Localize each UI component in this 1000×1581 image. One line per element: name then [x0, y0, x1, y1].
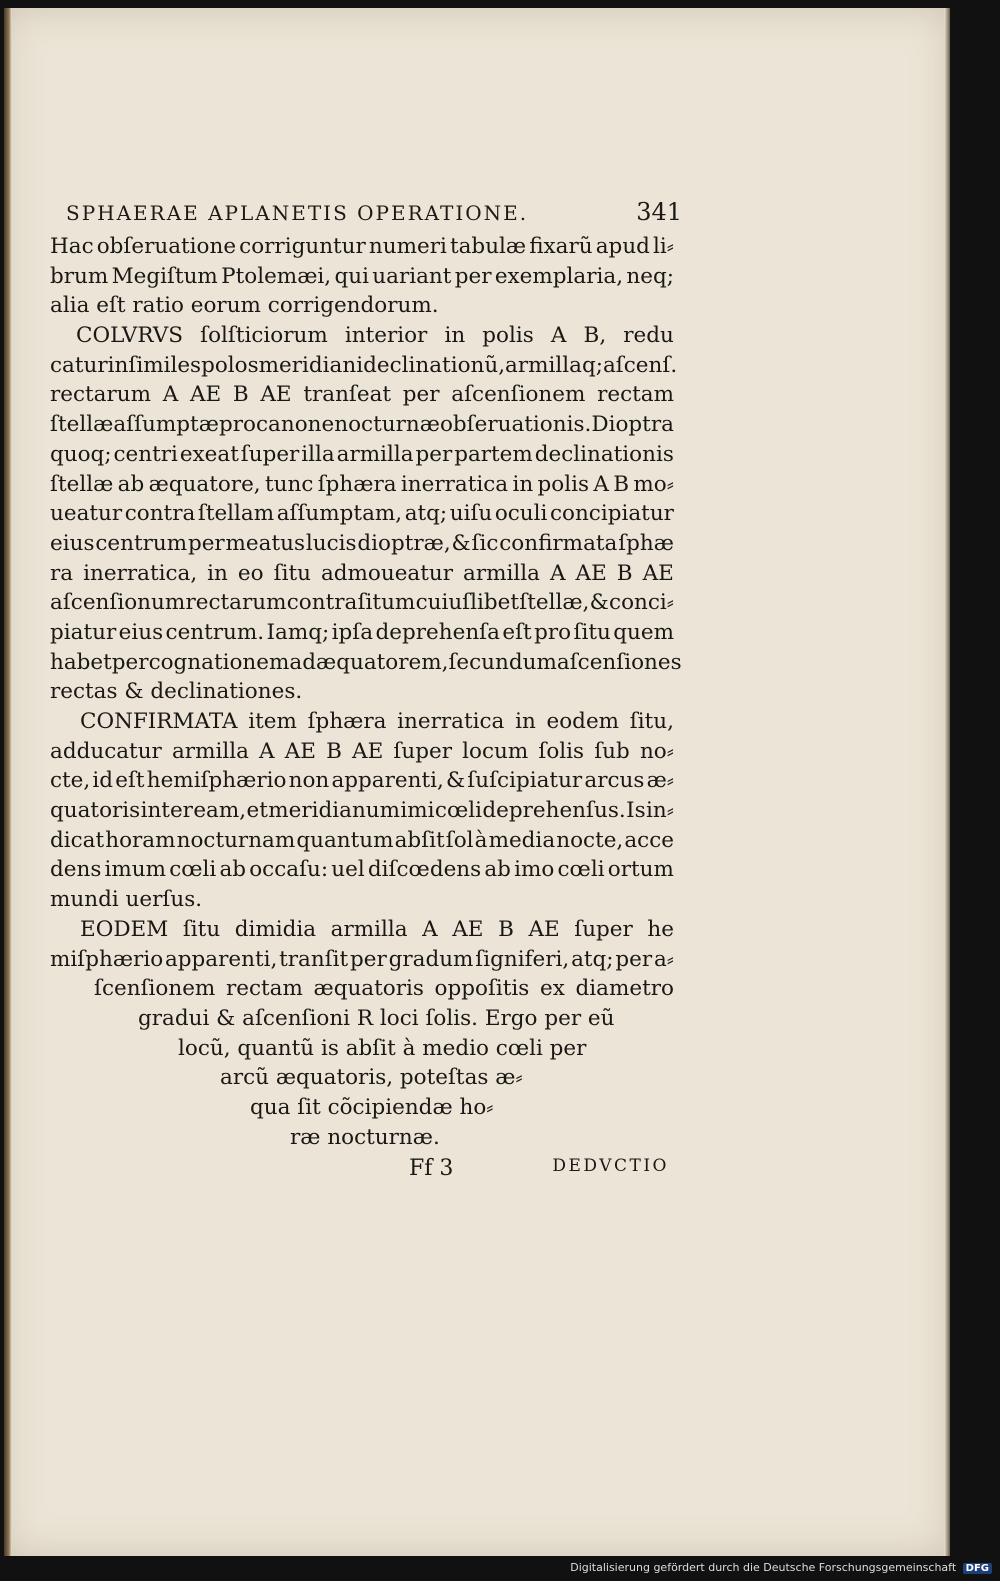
text-line: ſtellæ aſſumptæ pro canone nocturnæ obſeruationis. Dioptra — [50, 412, 674, 438]
body-text — [50, 232, 682, 1152]
text-line: COLVRVS ſolſticiorum interior in polis A B, redu — [76, 323, 674, 349]
text-line: locũ, quantũ is abſit à medio cœli per — [178, 1035, 587, 1061]
text-line: aſcenſionum rectarum contra ſitum cuiuſlibet ſtellæ, & conci⸗ — [50, 590, 674, 616]
text-line: rectarum A AE B AE tranſeat per aſcenſionem rectam — [50, 382, 674, 408]
text-line: adducatur armilla A AE B AE ſuper locum ſolis ſub no⸗ — [50, 738, 674, 764]
text-line: ræ nocturnæ. — [290, 1124, 440, 1150]
running-head — [66, 198, 682, 226]
text-line: ſcenſionem rectam æquatoris oppoſitis ex diametro — [94, 976, 674, 1002]
text-line: EODEM ſitu dimidia armilla A AE B AE ſuper he — [80, 916, 674, 942]
text-line: qua ſit cõcipiendæ ho⸗ — [250, 1094, 494, 1120]
dfg-logo: DFG — [963, 1563, 992, 1574]
text-line: piatur eius centrum. Iamq; ipſa deprehenſa eſt pro ſitu quem — [50, 619, 674, 645]
text-line: eius centrum per meatus lucis dioptræ, & ſic confirmata ſphæ — [50, 530, 674, 556]
text-line: rectas & declinationes. — [50, 679, 303, 705]
text-line: ra inerratica, in eo ſitu admoueatur armilla A AE B AE — [50, 560, 674, 586]
page-fore-edge — [944, 8, 950, 1556]
catchline — [409, 1156, 669, 1181]
text-line: ſtellæ ab æquatore, tunc ſphæra inerratica in polis A B mo⸗ — [50, 471, 674, 497]
text-line: mundi uerſus. — [50, 887, 203, 913]
text-line: dens imum cœli ab occaſu: uel diſcœdens ab imo cœli ortum — [50, 857, 674, 883]
running-head-title: SPHAERAE APLANETIS OPERATIONE. — [66, 201, 529, 225]
footer-text: Digitalisierung gefördert durch die Deutsche Forschungsgemeinschaft — [570, 1561, 957, 1574]
text-line: CONFIRMATA item ſphæra inerratica in eodem ſitu, — [80, 709, 674, 734]
text-line: Hac obſeruatione corriguntur numeri tabulæ fixarũ apud li⸗ — [50, 234, 674, 259]
text-line: dicat horam nocturnam quantum abſit ſol à media nocte, acce — [50, 827, 674, 853]
text-line: arcũ æquatoris, poteſtas æ⸗ — [220, 1065, 523, 1091]
folio-number: 341 — [636, 198, 682, 226]
text-line: gradui & aſcenſioni R loci ſolis. Ergo per eũ — [138, 1005, 615, 1031]
text-line: catur in ſimiles polos meridiani declinationũ, armillaq; aſcenſ. — [50, 352, 678, 378]
text-line: quatoris inter eam, et meridianum imi cœli deprehenſus. Is in⸗ — [50, 798, 674, 824]
text-line: cte, id eſt hemiſphærio non apparenti, & ſuſcipiatur arcus æ⸗ — [50, 768, 674, 794]
book-page — [4, 8, 950, 1556]
catchword: DEDVCTIO — [552, 1156, 669, 1176]
text-line: brum Megiſtum Ptolemæi, qui uariant per exemplaria, neq; — [50, 263, 674, 289]
text-line: ueatur contra ſtellam aſſumptam, atq; uiſu oculi concipiatur — [50, 501, 674, 527]
text-line: alia eſt ratio eorum corrigendorum. — [50, 293, 439, 319]
text-line: quoq; centri exeat ſuper illa armilla per partem declinationis — [50, 441, 674, 467]
signature-mark: Ff 3 — [409, 1156, 454, 1181]
text-line: habet per cognationem ad æquatorem, ſecundum aſcenſiones — [50, 649, 682, 675]
digitization-footer — [570, 1561, 992, 1574]
page-gutter-edge — [4, 8, 12, 1556]
text-line: miſphærio apparenti, tranſit per gradum ſigniferi, atq; per a⸗ — [50, 946, 674, 972]
